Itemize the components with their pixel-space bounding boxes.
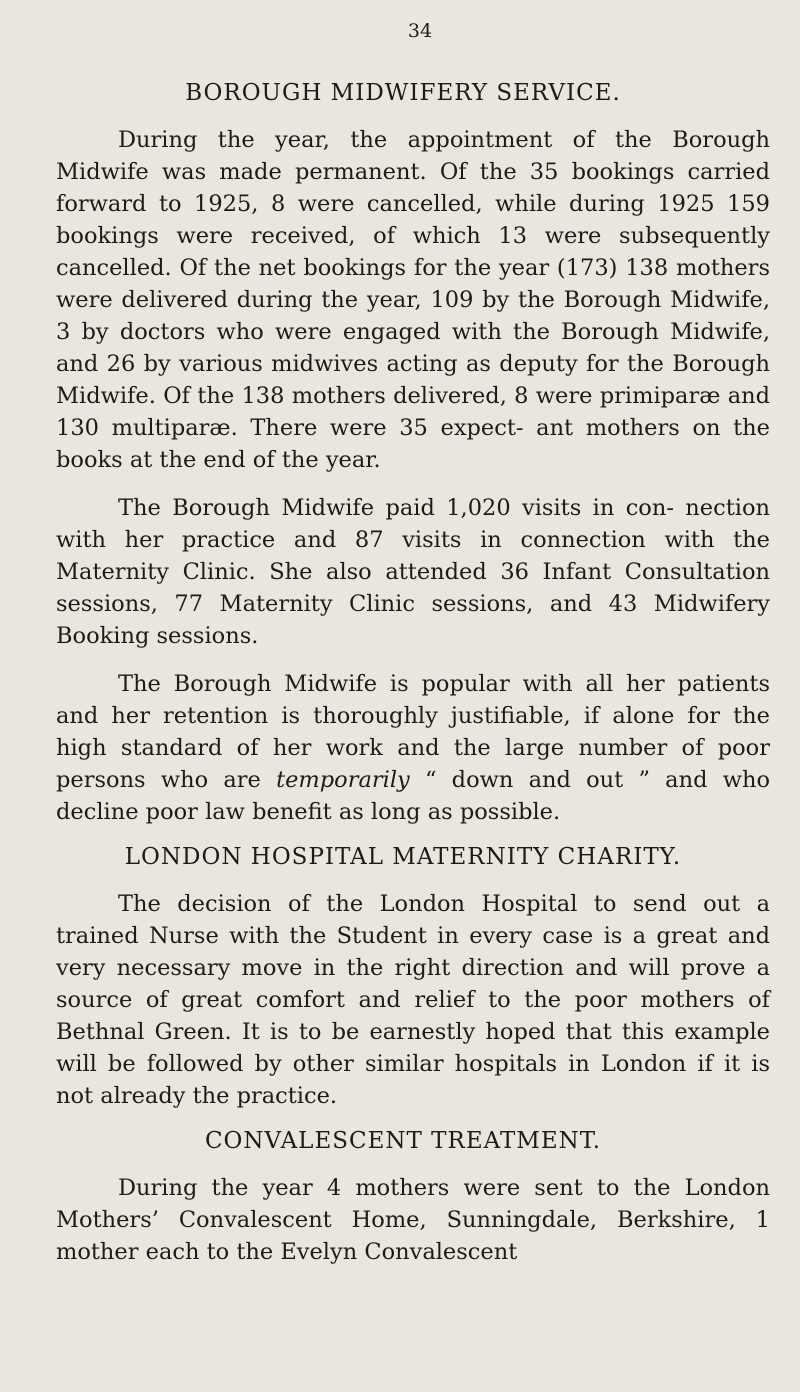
italic-text: temporarily (276, 767, 410, 793)
paragraph-midwife-visits: The Borough Midwife paid 1,020 visits in con- nection with her practice and 87 visits in connection with the Maternity Clinic. She also attended 36 Infant Consultation sessions, 77 Maternity Clinic sessions, and 43 Midwifery Booking sessions. (56, 495, 770, 649)
paragraph-midwife-appointment: During the year, the appointment of the Borough Midwife was made permanent. Of the 35 bookings carried forward to 1925, 8 were cancelled, while during 1925 159 bookings were received, of which 13 were subsequently cancelled. Of the net bookings for the year (173) 138 mothers were delivered during the year, 109 by the Borough Midwife, 3 by doctors who were engaged with the Borough Midwife, and 26 by various midwives acting as deputy for the Borough Midwife. Of the 138 mothers delivered, 8 were primiparæ and 130 multiparæ. There were 35 expect- ant mothers on the books at the end of the year. (56, 127, 770, 473)
paragraph-midwife-popularity (56, 668, 770, 828)
page-number: 34 (407, 20, 433, 42)
heading-convalescent-treatment: CONVALESCENT TREATMENT. (204, 1128, 602, 1154)
paragraph-text: The Borough Midwife is popular with all her patients and her retention is thoroughly justifiable, if alone for the high standard of her work and the large number of poor persons who are (56, 671, 770, 793)
heading-borough-midwifery: BOROUGH MIDWIFERY SERVICE. (185, 80, 621, 106)
heading-london-hospital: LONDON HOSPITAL MATERNITY CHARITY. (124, 844, 682, 870)
paragraph-london-hospital: The decision of the London Hospital to send out a trained Nurse with the Student in every case is a great and very necessary move in the right direction and will prove a source of great comfort and relief to the poor mothers of Bethnal Green. It is to be earnestly hoped that this example will be followed by other similar hospitals in London if it is not already the practice. (56, 891, 770, 1109)
paragraph-convalescent: During the year 4 mothers were sent to the London Mothers’ Convalescent Home, Sunningdale, Berkshire, 1 mother each to the Evelyn Convalescent (56, 1175, 770, 1265)
paragraph-text: “ down and out ” and who decline poor law benefit as long as possible. (56, 767, 770, 825)
